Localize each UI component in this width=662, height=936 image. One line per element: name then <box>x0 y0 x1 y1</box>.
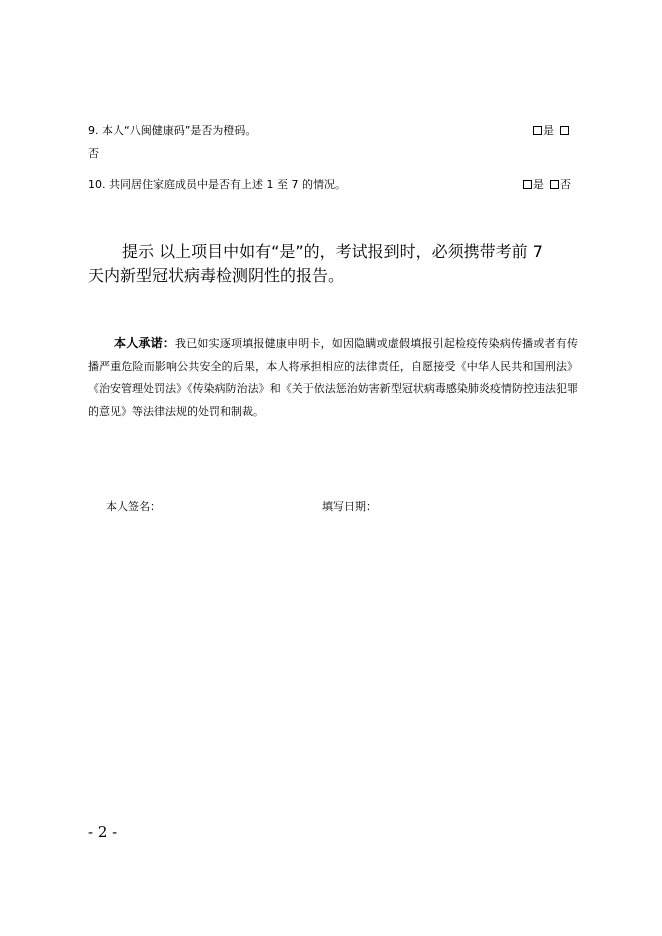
question-9-text: 9. 本人“八闽健康码”是否为橙码。 <box>88 124 257 137</box>
yes-label: 是 <box>543 124 554 137</box>
tip-paragraph <box>88 240 578 288</box>
question-10-text: 10. 共同居住家庭成员中是否有上述 1 至 7 的情况。 <box>88 178 346 191</box>
page-number: - 2 - <box>88 823 118 841</box>
question-10-options <box>523 178 571 192</box>
pledge-paragraph <box>88 332 578 423</box>
question-10 <box>88 178 346 192</box>
yes-checkbox[interactable] <box>533 126 542 135</box>
no-checkbox[interactable] <box>560 126 569 135</box>
question-9-options <box>533 124 570 138</box>
signature-label: 本人签名： <box>106 500 161 513</box>
question-9-wrap-text: 否 <box>88 147 99 160</box>
question-9 <box>88 124 256 138</box>
pledge-body: 我已如实逐项填报健康申明卡，如因隐瞒或虚假填报引起检疫传染病传播或者有传播严重危险而影响公共安全的后果，本人将承担相应的法律责任，自愿接受《中华人民共和国刑法》《治安管理处罚法》《传染病防治法》和《关于依法惩治妨害新型冠状病毒感染肺炎疫情防控违法犯罪的意见》等法律法规的处罚和制裁。 <box>88 337 578 418</box>
yes-label: 是 <box>533 178 544 191</box>
tip-line-2: 天内新型冠状病毒检测阴性的报告。 <box>88 266 345 285</box>
no-checkbox[interactable] <box>550 180 559 189</box>
yes-checkbox[interactable] <box>523 180 532 189</box>
date-label: 填写日期： <box>322 500 377 513</box>
no-label: 否 <box>560 178 571 191</box>
pledge-title: 本人承诺： <box>114 336 175 350</box>
tip-line-1: 提示 以上项目中如有“是”的，考试报到时，必须携带考前 7 <box>122 242 543 261</box>
question-9-wrap <box>88 147 99 161</box>
